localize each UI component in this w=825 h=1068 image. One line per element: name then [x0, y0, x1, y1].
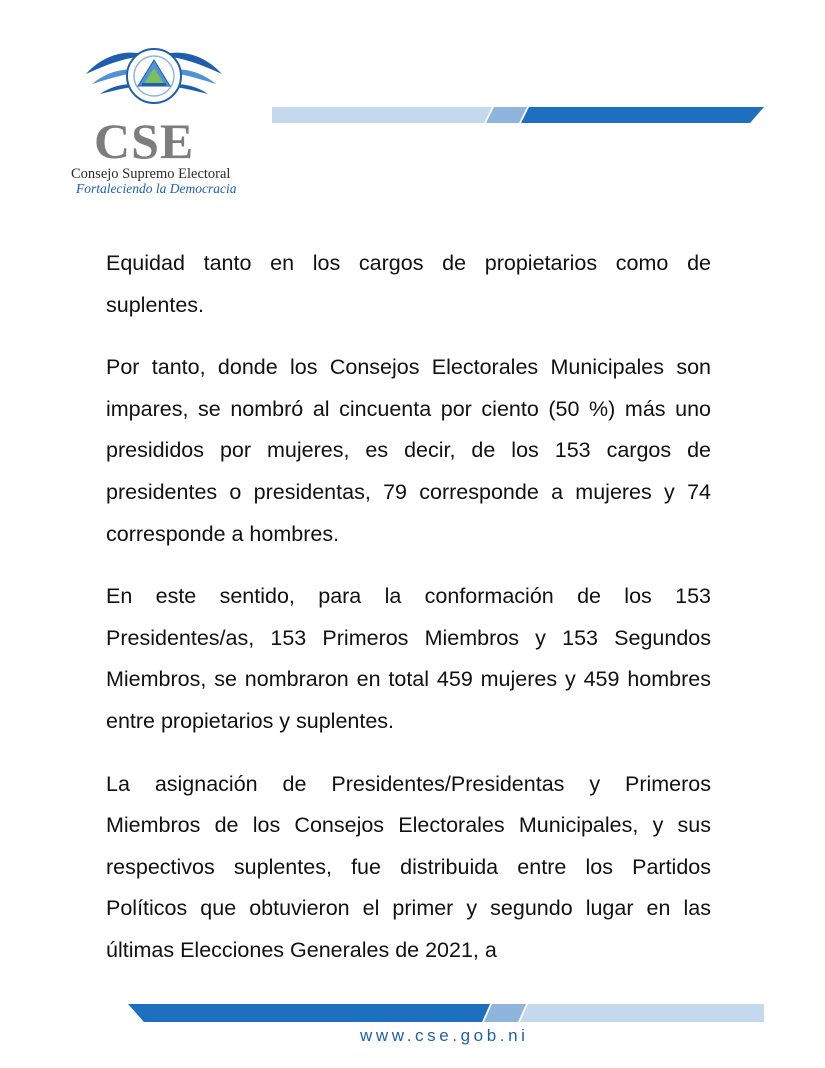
footer-decorative-bar [128, 1004, 764, 1022]
paragraph-1: Equidad tanto en los cargos de propietarios como de suplentes. [106, 251, 711, 317]
header-decorative-bar [272, 107, 764, 123]
cse-logo [68, 40, 243, 200]
footer-website-url[interactable]: www.cse.gob.ni [360, 1026, 529, 1045]
paragraph-3: En este sentido, para la conformación de los 153 Presidentes/as, 153 Primeros Miembros y 153 Segundos Miembros, se nombraron en total 459 mujeres y 459 hombres entre propietarios y suplentes. [106, 584, 711, 733]
nicaragua-coat-of-arms-icon [84, 40, 224, 112]
document-body [106, 243, 711, 993]
logo-organization-name: Consejo Supremo Electoral [71, 166, 231, 182]
logo-acronym: CSE [94, 113, 195, 169]
paragraph-2: Por tanto, donde los Consejos Electorales Municipales son impares, se nombró al cincuenta por ciento (50 %) más uno presididos por mujeres, es decir, de los 153 cargos de presidentes o presidentas, 79 corresponde a mujeres y 74 corresponde a hombres. [106, 355, 711, 546]
logo-tagline: Fortaleciendo la Democracia [76, 181, 237, 196]
paragraph-4: La asignación de Presidentes/Presidentas y Primeros Miembros de los Consejos Electorales Municipales, y sus respectivos suplentes, fue distribuida entre los Partidos Políticos que obtuvieron el primer y segundo lugar en las últimas Elecciones Generales de 2021, a [106, 771, 711, 962]
